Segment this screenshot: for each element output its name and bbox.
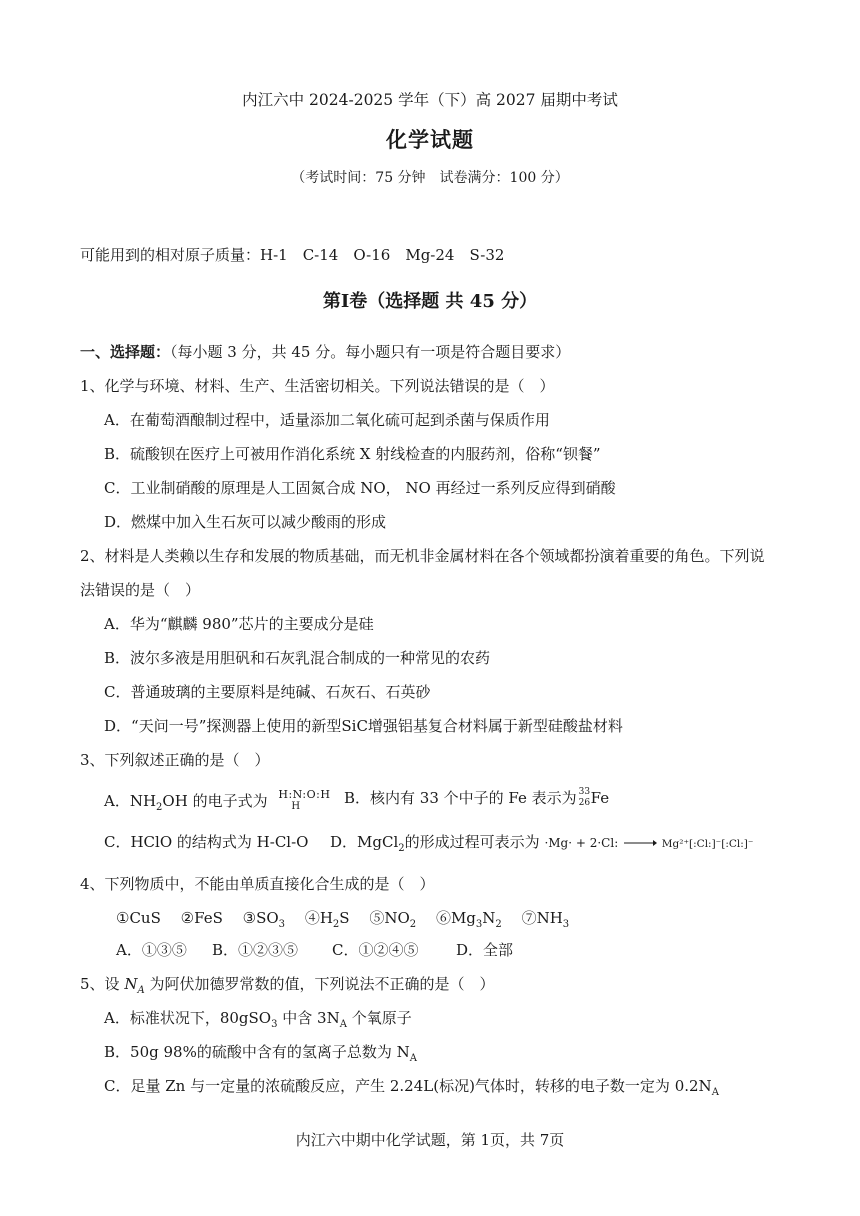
q5-option-b: B．50g 98%的硫酸中含有的氢离子总数为 $N_A$ [104,1043,417,1064]
q4-item-2: ②FeS [180,909,223,927]
q4-option-b: B．①②③⑤ [212,941,299,959]
q1-option-b: B．硫酸钡在医疗上可被用作消化系统 X 射线检查的内服药剂，俗称“钡餐” [104,445,601,463]
q3-option-d [330,832,753,854]
q1-option-c: C．工业制硝酸的原理是人工固氮合成 NO， NO 再经过一系列反应得到硝酸 [104,479,616,497]
fe-mass-number: 33 [578,787,591,797]
q5-stem [80,974,494,994]
q1-option-d: D．燃煤中加入生石灰可以减少酸雨的形成 [104,513,387,531]
part1-label: 一、选择题： [80,343,171,361]
q3-option-a [104,788,334,816]
q4-stem: 4、下列物质中，不能由单质直接化合生成的是（ ） [80,875,435,893]
q2-option-b: B．波尔多液是用胆矾和石灰乳混合制成的一种常见的农药 [104,649,491,667]
q3-a-prefix: A．NH [104,792,157,810]
q3-option-b [344,788,609,809]
q2-option-c: C．普通玻璃的主要原料是纯碱、石灰石、石英砂 [104,683,431,701]
q3-d-text: 的形成过程可表示为 [404,833,540,851]
fe-atomic-number: 26 [578,798,591,808]
q4-item-1: ①CuS [116,909,161,927]
section-title: 第Ⅰ卷（选择题 共 45 分） [322,291,538,312]
part1-heading [80,342,570,362]
q5-na-sub: A [137,985,145,996]
q5-option-a: A．标准状况下，80gSO$_3$ 中含 $3N_A$ 个氧原子 [104,1009,412,1030]
q4-option-c: C．①②④⑤ [332,941,419,959]
q4-option-d: D．全部 [456,941,514,959]
fe-symbol: Fe [590,789,610,807]
mgcl2-formation-left: ·Mg· + 2·Cl: [544,836,619,850]
q5-prefix: 5、设 [80,975,125,993]
q3-d-subscript: 2 [398,843,405,854]
q4-item-5: $⑤NO_2$ [369,909,417,930]
part1-desc: （每小题 3 分，共 45 分。每小题只有一项是符合题目要求） [170,343,571,361]
q5-option-c: C．足量 Zn 与一定量的浓硫酸反应，产生 2.24L(标况)气体时，转移的电子数一定为 $0.2N_A$ [104,1077,719,1098]
subject-heading: 化学试题 [386,127,474,152]
exam-title: 内江六中 2024-2025 学年（下）高 2027 届期中考试 [242,91,618,109]
q4-item-6: $⑥Mg_3N_2$ [435,909,502,930]
q3-stem: 3、下列叙述正确的是（ ） [80,751,270,769]
q2-option-a: A．华为“麒麟 980”芯片的主要成分是硅 [104,615,374,633]
q3-option-c: C．HClO 的结构式为 H-Cl-O [104,833,309,851]
nh2oh-electron-formula [278,788,334,816]
exam-info: （考试时间：75 分钟 试卷满分：100 分） [291,170,569,186]
reaction-arrow-icon [623,838,657,848]
q1-option-a: A．在葡萄酒酿制过程中，适量添加二氧化硫可起到杀菌与保质作用 [104,411,550,429]
page-footer: 内江六中期中化学试题，第 1页，共 7页 [295,1131,565,1149]
q3-a-text: OH 的电子式为 [162,792,268,810]
q3-d-prefix: D．MgCl [330,833,399,851]
nh2oh-structure-h: H [291,801,301,812]
q3-a-subscript: 2 [156,802,163,813]
q1-stem: 1、化学与环境、材料、生产、生活密切相关。下列说法错误的是（ ） [80,377,555,395]
q2-stem-line1: 2、材料是人类赖以生存和发展的物质基础，而无机非金属材料在各个领域都扮演着重要的角色。下列说 [80,547,765,565]
q3-b-text: B．核内有 33 个中子的 Fe 表示为 [344,789,577,807]
atomic-masses: 可能用到的相对原子质量：H-1 C-14 O-16 Mg-24 S-32 [80,246,505,264]
q2-option-d: D．“天问一号”探测器上使用的新型SiC增强铝基复合材料属于新型硅酸盐材料 [104,717,623,735]
q4-item-3: $③SO_3$ [242,909,286,930]
q4-items [116,908,569,928]
nh2oh-structure-main: H:N:O:H [278,788,331,801]
q5-text: 为阿伏加德罗常数的值，下列说法不正确的是（ ） [144,975,495,993]
q4-item-7: $⑦NH_3$ [521,909,570,930]
q4-option-a: A．①③⑤ [116,941,187,959]
mgcl2-formation-right: Mg²⁺[:Cl:]⁻[:Cl:]⁻ [661,838,754,850]
fe-isotope-notation [577,789,591,809]
q5-na: N [124,975,138,993]
q2-stem-line2: 法错误的是（ ） [80,581,201,599]
q4-item-4: $④H_2S$ [304,909,350,930]
